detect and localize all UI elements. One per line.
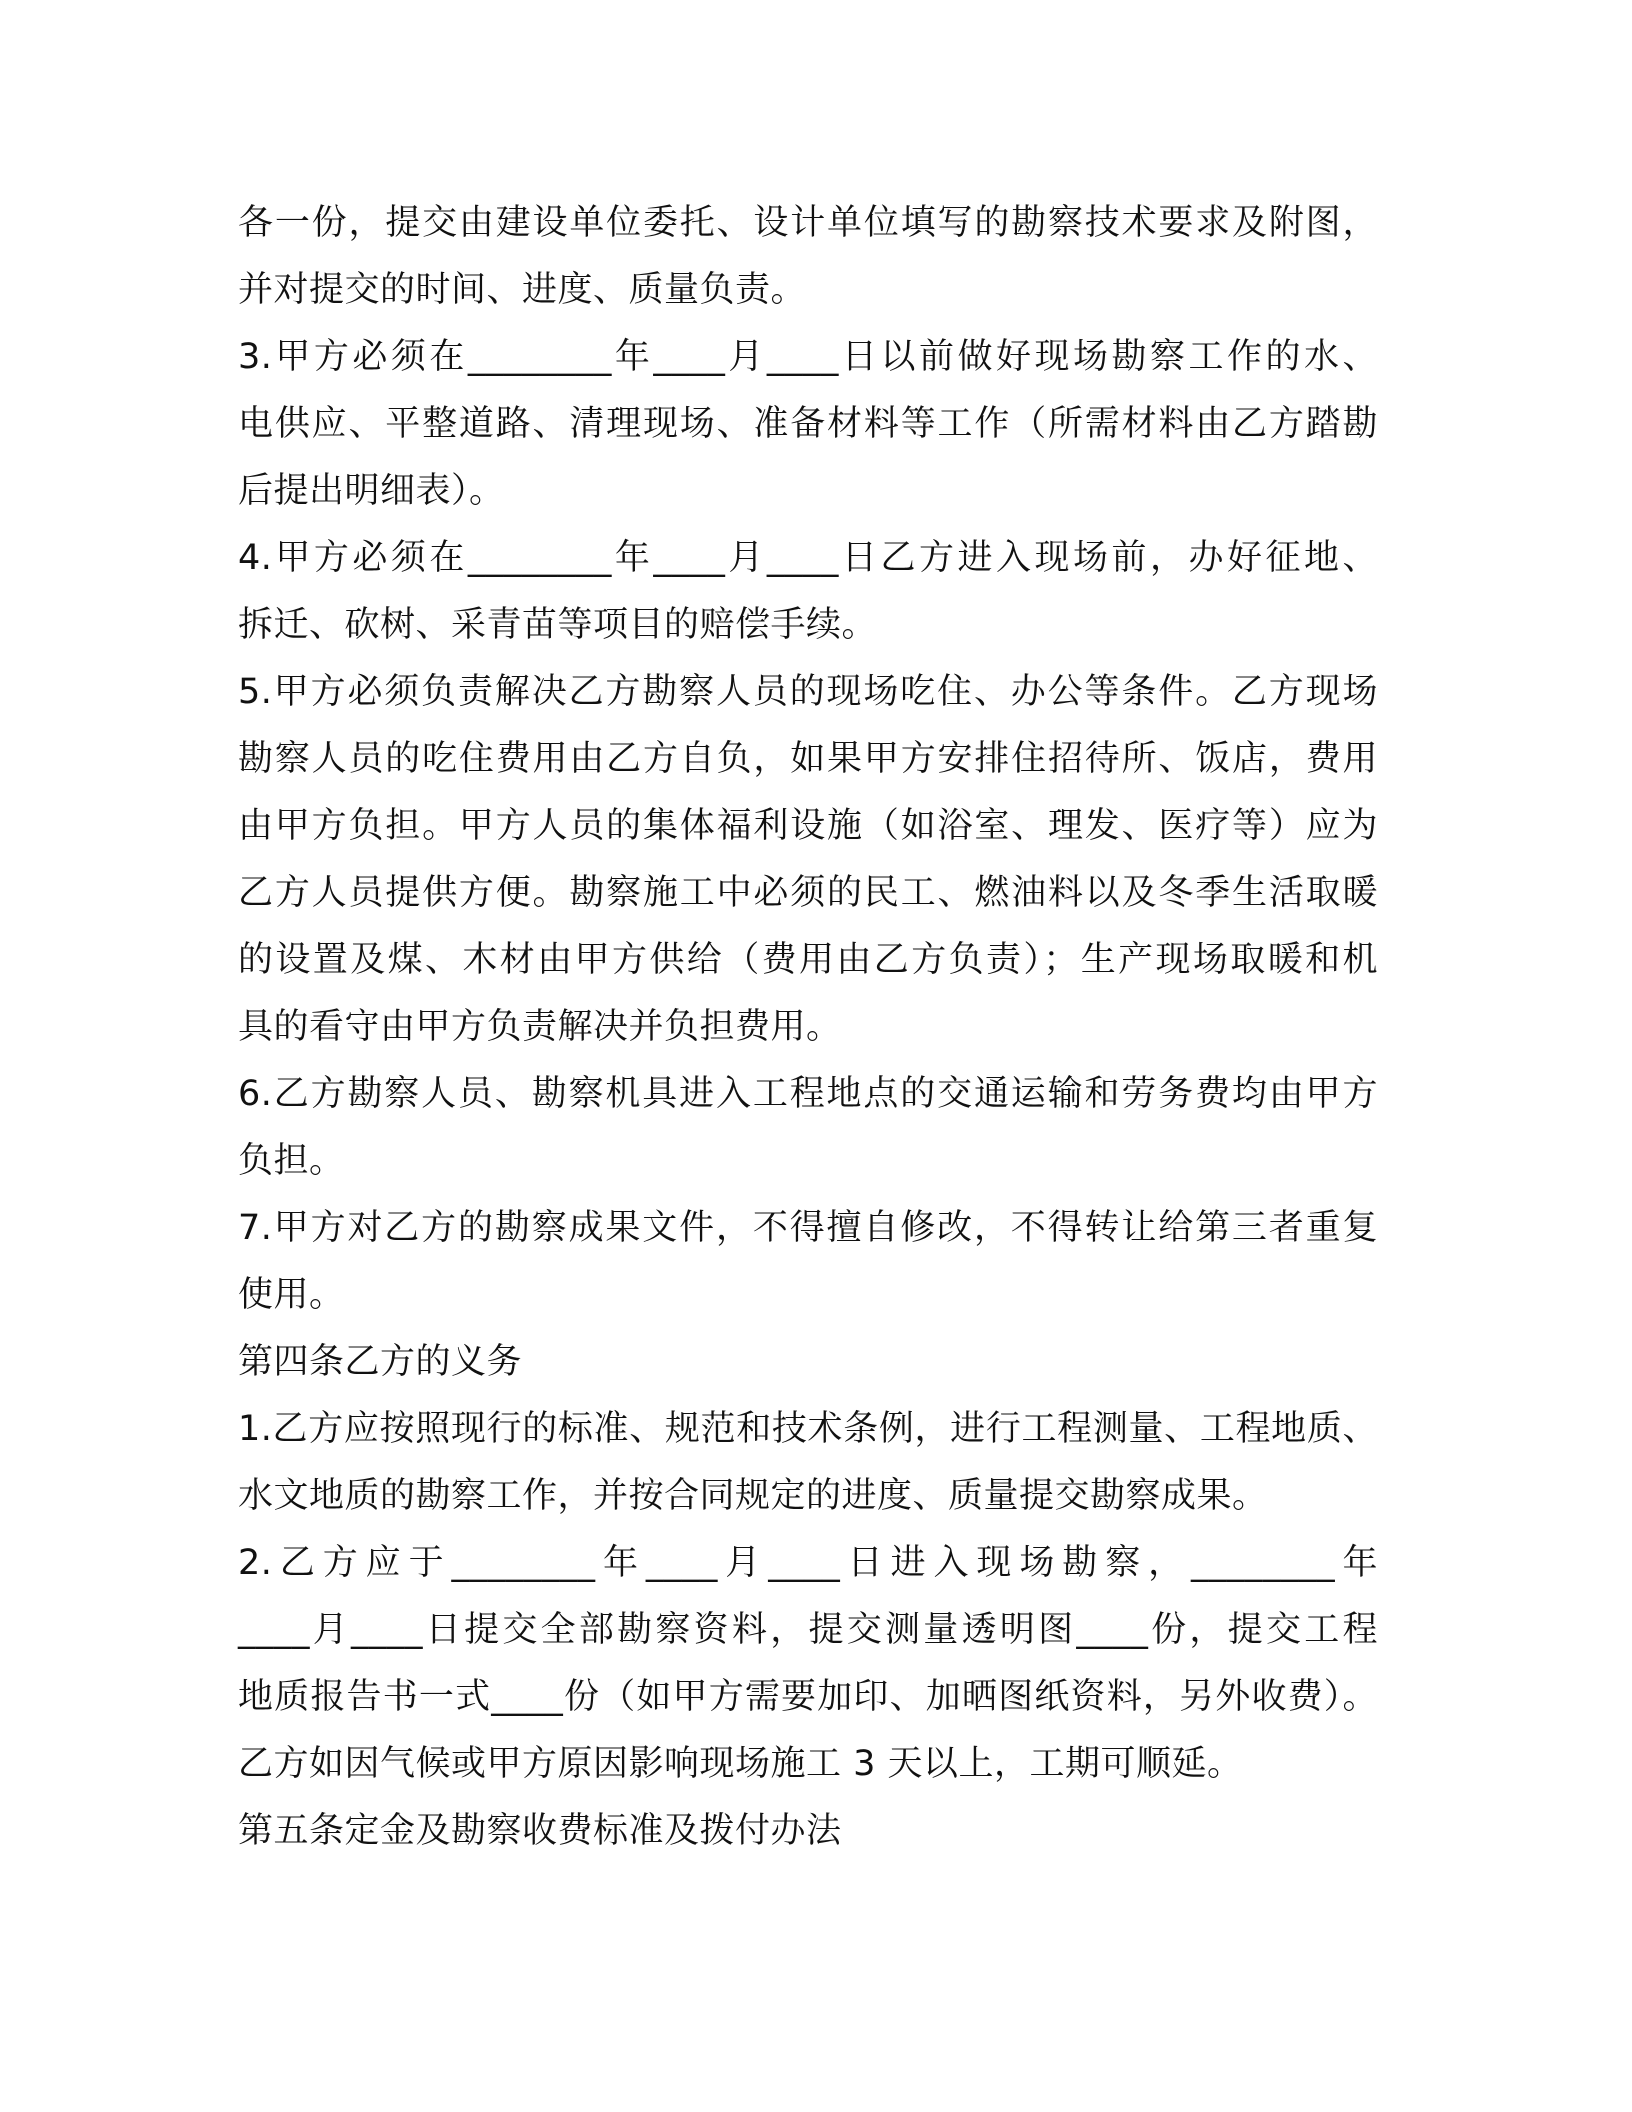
text-line: 具的看守由甲方负责解决并负担费用。: [238, 1007, 842, 1047]
section-heading: 第四条乙方的义务: [238, 1342, 523, 1382]
text-line: 电供应、平整道路、清理现场、准备材料等工作（所需材料由乙方踏勘: [238, 404, 1378, 444]
text-line: 使用。: [238, 1275, 345, 1315]
text-line: 5.甲方必须负责解决乙方勘察人员的现场吃住、办公等条件。乙方现场: [238, 672, 1378, 712]
text-line: 由甲方负担。甲方人员的集体福利设施（如浴室、理发、医疗等）应为: [238, 806, 1378, 846]
text-line: 4.甲方必须在________年____月____日乙方进入现场前，办好征地、: [238, 538, 1378, 578]
text-line: 各一份，提交由建设单位委托、设计单位填写的勘察技术要求及附图，: [238, 203, 1378, 243]
section-heading: 第五条定金及勘察收费标准及拨付办法: [238, 1811, 842, 1851]
text-line: 乙方人员提供方便。勘察施工中必须的民工、燃油料以及冬季生活取暖: [238, 873, 1378, 913]
text-line: 3.甲方必须在________年____月____日以前做好现场勘察工作的水、: [238, 337, 1378, 377]
text-line: 勘察人员的吃住费用由乙方自负，如果甲方安排住招待所、饭店，费用: [238, 739, 1378, 779]
text-line: 乙方如因气候或甲方原因影响现场施工 3 天以上，工期可顺延。: [238, 1744, 1243, 1784]
text-line: 后提出明细表）。: [238, 471, 505, 511]
text-line: 拆迁、砍树、采青苗等项目的赔偿手续。: [238, 605, 878, 645]
text-line: 6.乙方勘察人员、勘察机具进入工程地点的交通运输和劳务费均由甲方: [238, 1074, 1378, 1114]
document-body: [238, 190, 1398, 1865]
text-line: 地质报告书一式____份（如甲方需要加印、加晒图纸资料，另外收费）。: [238, 1677, 1378, 1717]
text-line: 1.乙方应按照现行的标准、规范和技术条例，进行工程测量、工程地质、: [238, 1409, 1378, 1449]
text-line: 水文地质的勘察工作，并按合同规定的进度、质量提交勘察成果。: [238, 1476, 1268, 1516]
text-line: 7.甲方对乙方的勘察成果文件，不得擅自修改，不得转让给第三者重复: [238, 1208, 1378, 1248]
text-line: ____月____日提交全部勘察资料，提交测量透明图____份，提交工程: [238, 1610, 1378, 1650]
text-line: 的设置及煤、木材由甲方供给（费用由乙方负责）；生产现场取暖和机: [238, 940, 1378, 980]
text-line: 负担。: [238, 1141, 345, 1181]
text-line: 并对提交的时间、进度、质量负责。: [238, 270, 807, 310]
text-line: 2.乙方应于________年____月____日进入现场勘察，________年: [238, 1543, 1378, 1583]
